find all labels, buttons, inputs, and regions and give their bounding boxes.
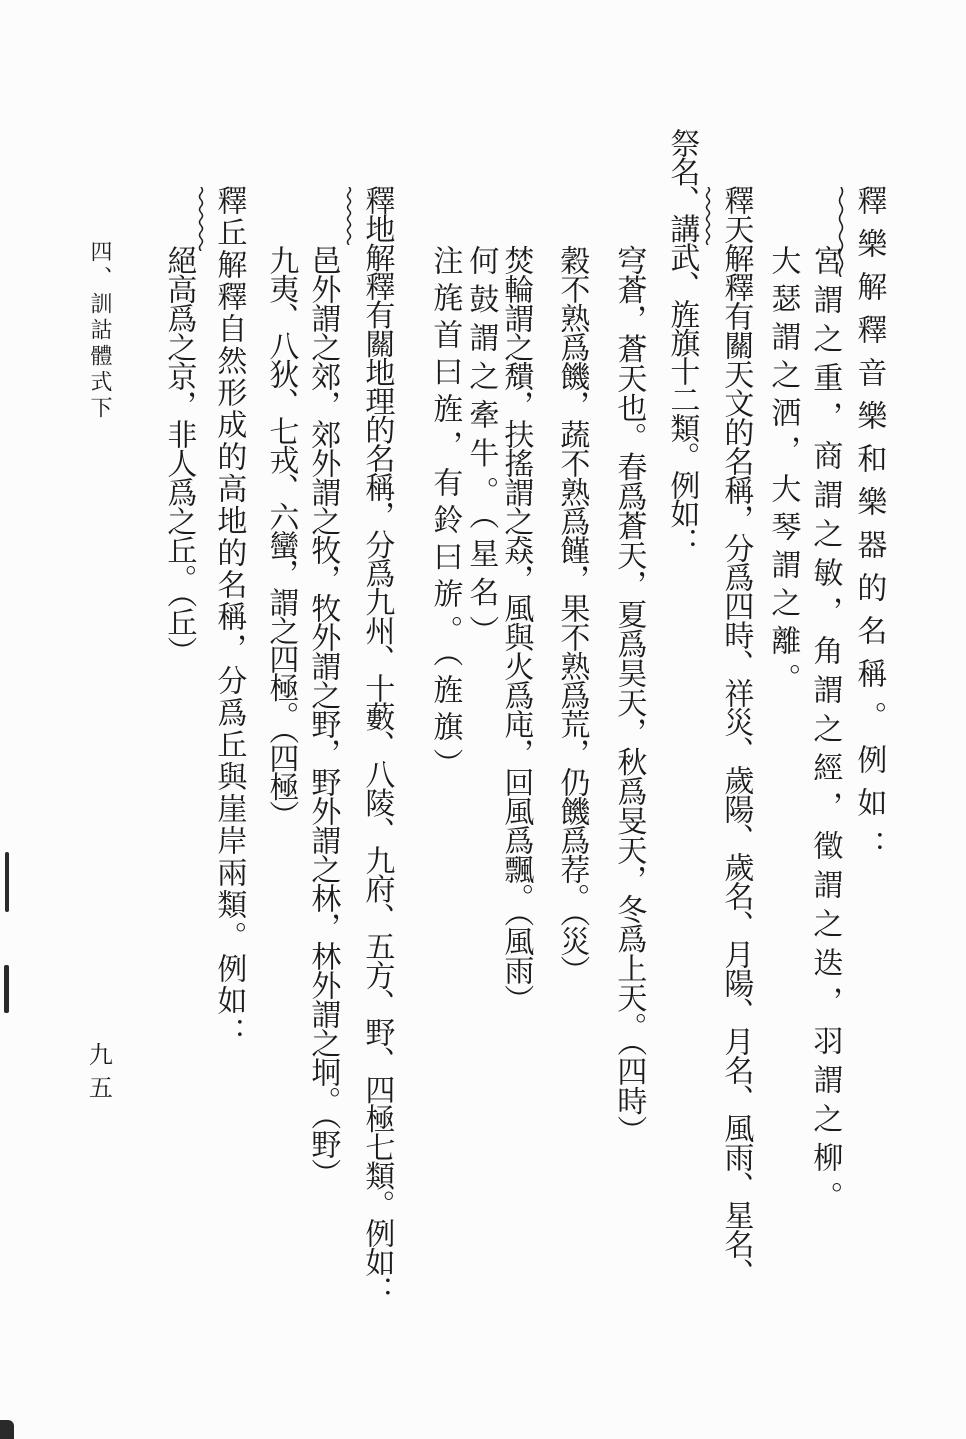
- column-text: 釋丘解釋自然形成的高地的名稱，分爲丘與崖岸兩類。例如：: [211, 185, 247, 1049]
- column-shitian-example-winds: [498, 245, 533, 1013]
- column-text: 穹蒼，蒼天也。春爲蒼天，夏爲昊天，秋爲旻天，冬爲上天。（四時）: [611, 245, 647, 1145]
- column-shiyue-example-instruments: [765, 245, 800, 701]
- column-text: 釋天解釋有關天文的名稱，分爲四時、祥災、歲陽、歲名、月陽、月名、風雨、星名、: [718, 185, 754, 1287]
- column-shitian-intro-continued: [664, 128, 699, 556]
- column-text: 大瑟謂之洒，大琴謂之離。: [765, 245, 801, 701]
- running-title: 四、訓詁體式下: [86, 240, 112, 422]
- scan-artifact: [0, 1420, 14, 1439]
- column-text: 絕高爲之京，非人爲之丘。（丘）: [161, 245, 197, 665]
- column-text: 宮謂之重，商謂之敏，角謂之經，徵謂之迭，羽謂之柳。: [807, 245, 843, 1220]
- column-text: 九夷、八狄、七戎、六蠻，謂之四極。（四極）: [263, 245, 299, 829]
- column-shidi-intro: [359, 185, 394, 1304]
- column-text: 何鼓謂之牽牛。（星名）: [463, 245, 499, 654]
- column-text: 釋地解釋有關地理的名稱，分爲九州、十藪、八陵、九府、五方、野、四極七類。例如：: [359, 185, 395, 1305]
- column-shiyue-example-notes: [807, 245, 842, 1220]
- column-shiqiu-intro: [211, 185, 246, 1049]
- column-text: 焚輪謂之穨，扶搖謂之猋，風與火爲庉，回風爲飄。（風雨）: [498, 245, 534, 1013]
- column-text: 釋樂解釋音樂和樂器的名稱。例如：: [851, 185, 887, 873]
- proper-name-wavy-mark: [704, 187, 712, 245]
- column-shiyue-intro: [851, 185, 886, 873]
- column-shiqiu-example-mound: [161, 245, 196, 665]
- column-text: 祭名、講武、旌旗十二類。例如：: [664, 128, 700, 556]
- column-shitian-example-stars: [463, 245, 498, 654]
- proper-name-wavy-mark: [197, 187, 205, 251]
- page-number: 九五: [84, 1042, 113, 1108]
- column-text: 邑外謂之郊，郊外謂之牧，牧外謂之野，野外謂之林，林外謂之坰。（野）: [305, 245, 341, 1187]
- scan-artifact: [5, 852, 9, 912]
- column-shidi-example-four-extremes: [263, 245, 298, 829]
- column-shidi-example-wilds: [305, 245, 340, 1187]
- scan-artifact: [4, 965, 9, 1013]
- column-shitian-intro: [718, 185, 753, 1287]
- column-text: 注旄首曰旌，有鈴曰旂。（旌旗）: [427, 245, 463, 785]
- column-shitian-example-seasons: [611, 245, 646, 1145]
- proper-name-wavy-mark: [345, 187, 353, 245]
- column-shitian-example-banners: [427, 245, 462, 785]
- column-text: 穀不熟爲饑，蔬不熟爲饉，果不熟爲荒，仍饑爲荐。（災）: [554, 245, 590, 984]
- column-shitian-example-calamities: [554, 245, 589, 984]
